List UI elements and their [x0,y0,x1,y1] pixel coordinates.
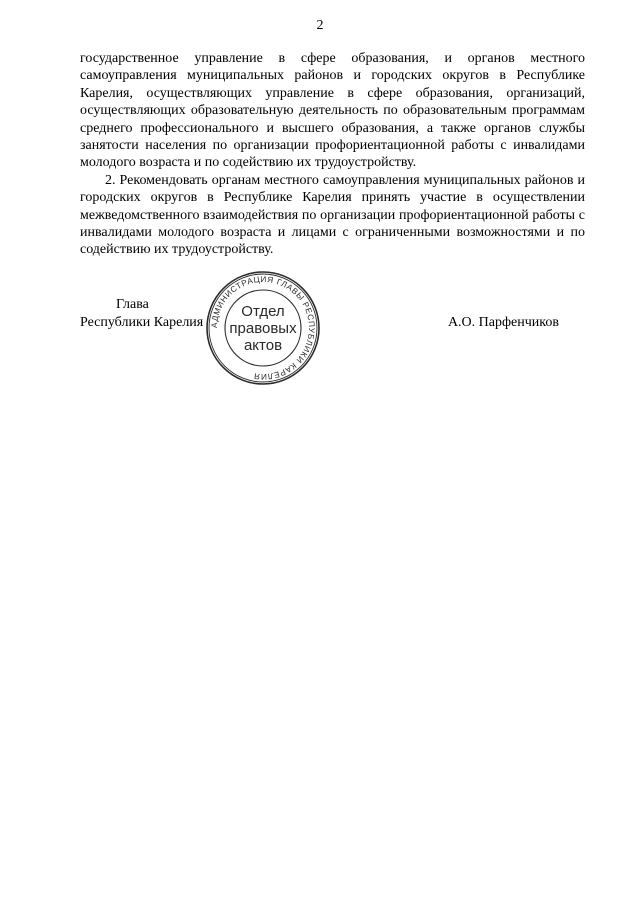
stamp-ring-text: АДМИНИСТРАЦИЯ ГЛАВЫ РЕСПУБЛИКИ КАРЕЛИЯ [209,274,317,382]
paragraph-recommendation: 2. Рекомендовать органам местного самоуправления муниципальных районов и городских округов в Республике Карелия принять участие в осуществлении межведомственного взаимодействия по организации профориентационной работы с инвалидами молодого возраста и лицами с ограниченными возможностями и по содействию их трудоустройству. [80,172,585,258]
signatory-title [80,296,210,332]
stamp-center-line1: Отдел [241,303,285,320]
official-stamp [205,270,321,386]
signatory-title-line2: Республики Карелия [80,315,204,330]
document-body [80,50,585,259]
stamp-center-line2: правовых [229,320,297,337]
stamp-center-line3: актов [243,337,283,354]
signature-block [80,296,585,396]
paragraph-continuation: государственное управление в сфере образования, и органов местного самоуправления муниципальных районов и городских округов в Республике Карелия, осуществляющих управление в сфере образования, организаций, осуществляющих образовательную деятельность по образовательным программам среднего профессионального и высшего образования, а также органов службы занятости населения по организации профориентационной работы с инвалидами молодого возраста и по содействию их трудоустройству. [80,51,585,171]
signatory-name: А.О. Парфенчиков [447,315,559,330]
page-number: 2 [316,18,324,33]
signatory-title-line1: Глава [116,297,149,312]
stamp-seal-graphic [205,270,321,386]
